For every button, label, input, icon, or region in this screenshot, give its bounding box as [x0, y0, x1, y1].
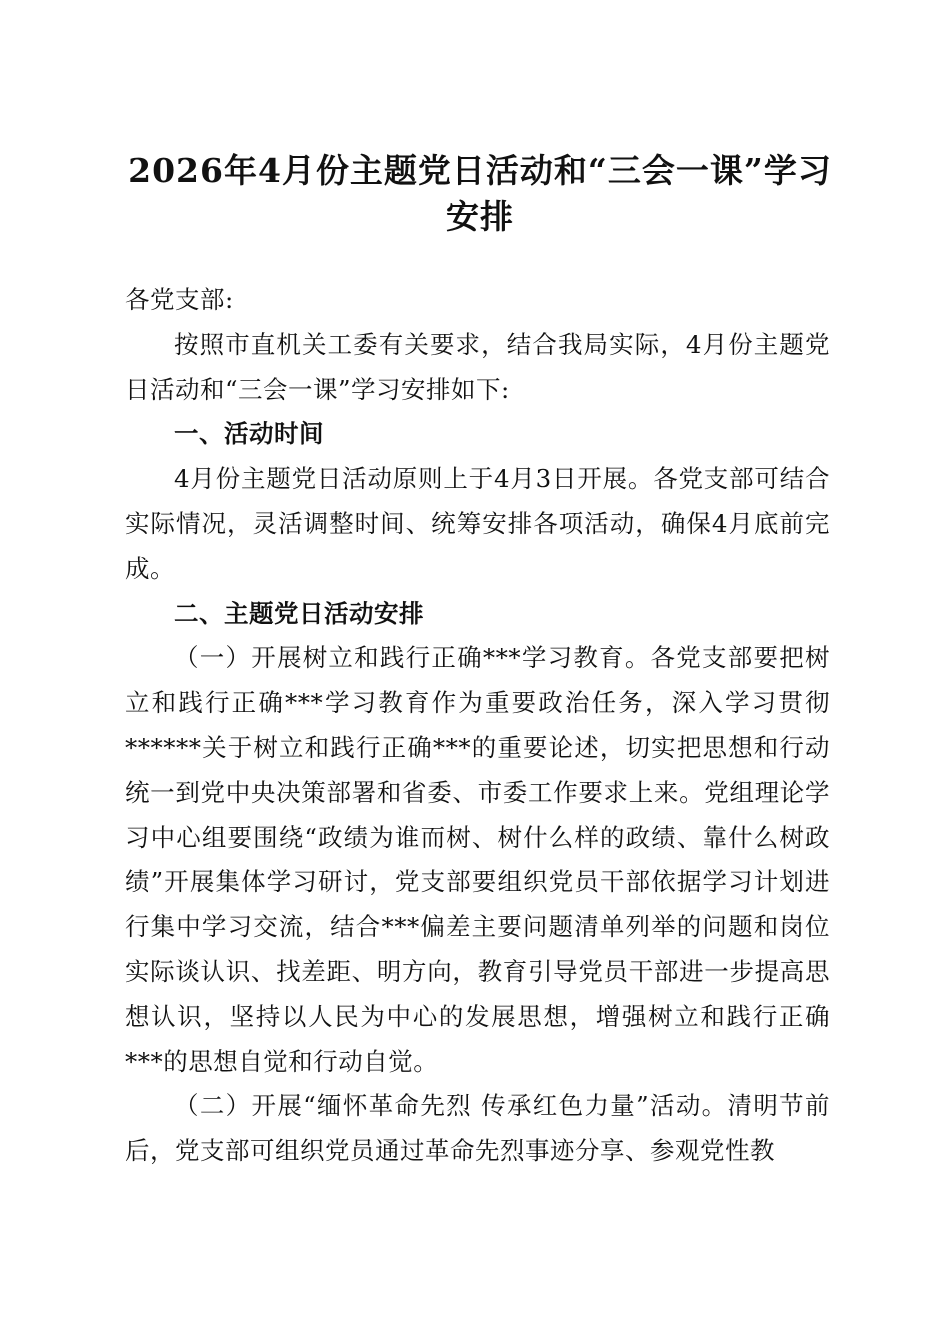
document-body: [125, 278, 830, 1174]
activity-item-1: （一）开展树立和践行正确***学习教育。各党支部要把树立和践行正确***学习教育作为重要政治任务，深入学习贯彻******关于树立和践行正确***的重要论述，切实把思想和行动统一到党中央决策部署和省委、市委工作要求上来。党组理论学习中心组要围绕“政绩为谁而树、树什么样的政绩、靠什么树政绩”开展集体学习研讨，党支部要组织党员干部依据学习计划进行集中学习交流，结合***偏差主要问题清单列举的问题和岗位实际谈认识、找差距、明方向，教育引导党员干部进一步提高思想认识，坚持以人民为中心的发展思想，增强树立和践行正确***的思想自觉和行动自觉。: [125, 643, 830, 1076]
section-heading-activities: 二、主题党日活动安排: [174, 598, 424, 628]
intro-paragraph: 按照市直机关工委有关要求，结合我局实际，4月份主题党日活动和“三会一课”学习安排如下:: [125, 329, 830, 404]
section-paragraph-time: 4月份主题党日活动原则上于4月3日开展。各党支部可结合实际情况，灵活调整时间、统筹安排各项活动，确保4月底前完成。: [125, 464, 830, 583]
salutation: 各党支部:: [125, 285, 234, 314]
section-heading-time: 一、活动时间: [174, 419, 324, 449]
activity-item-2: （二）开展“缅怀革命先烈 传承红色力量”活动。清明节前后，党支部可组织党员通过革命先烈事迹分享、参观党性教: [125, 1091, 830, 1166]
document-title: 2026年4月份主题党日活动和“三会一课”学习安排: [128, 151, 832, 236]
